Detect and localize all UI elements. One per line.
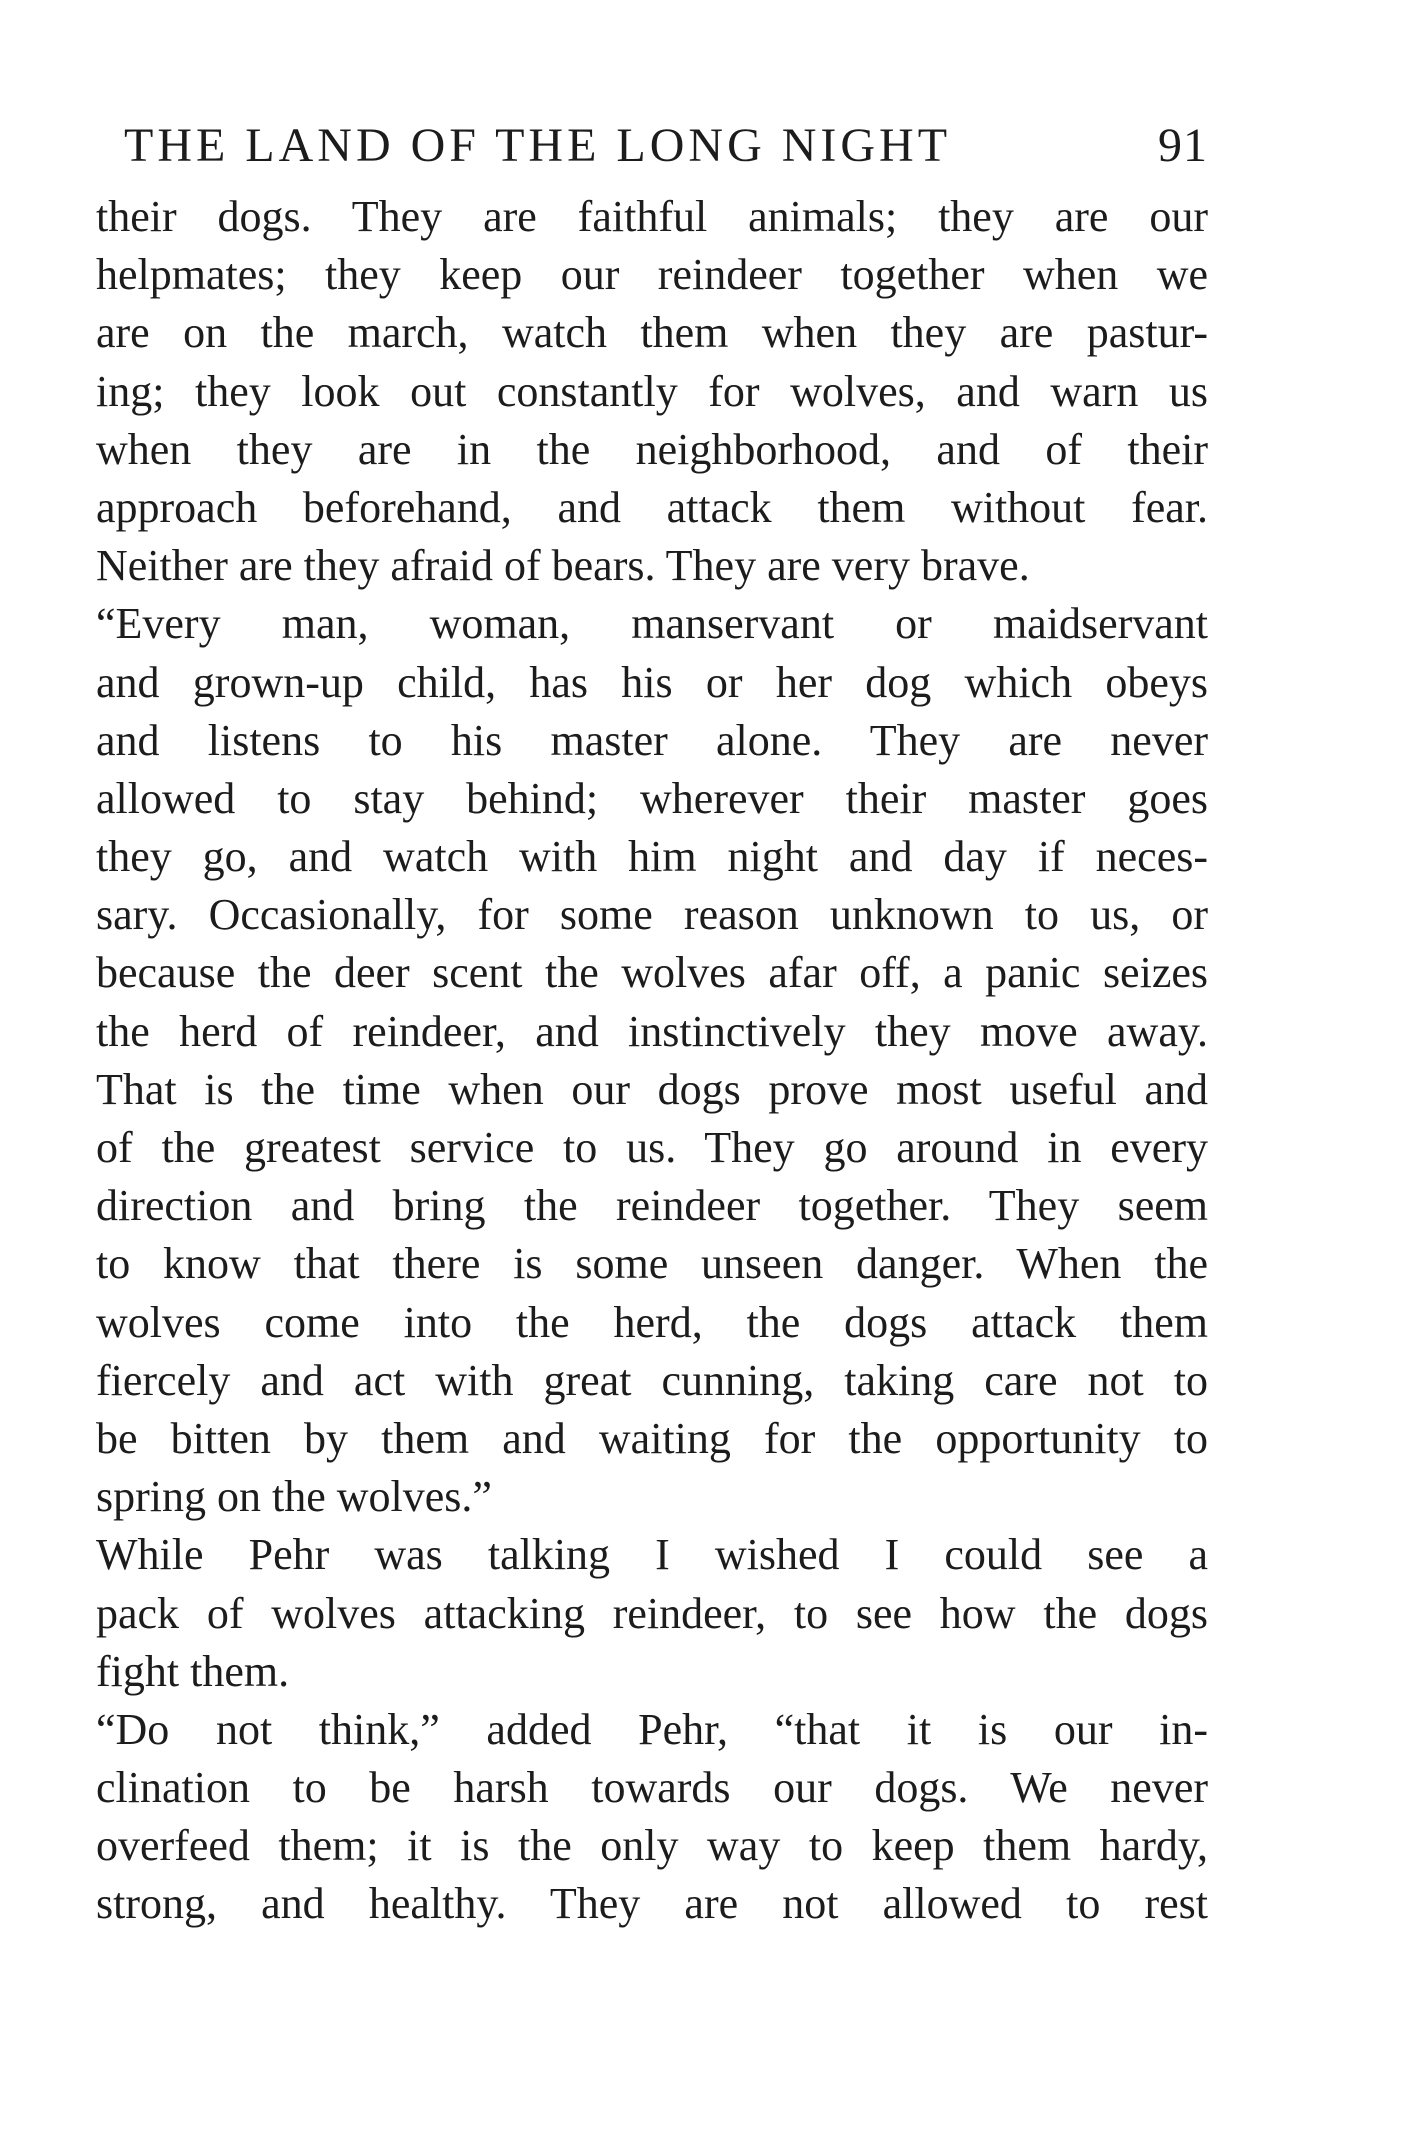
text-line: helpmates; they keep our reindeer together when we: [96, 250, 1208, 300]
text-line: they go, and watch with him night and day if neces-: [96, 832, 1208, 882]
text-line: their dogs. They are faithful animals; they are our: [96, 192, 1208, 241]
running-head: [96, 112, 1208, 180]
text-line: strong, and healthy. They are not allowed to rest: [96, 1879, 1208, 1929]
text-line: allowed to stay behind; wherever their master goes: [96, 773, 1208, 823]
text-line: spring on the wolves.”: [96, 1472, 492, 1522]
text-line: fiercely and act with great cunning, taking care not to: [96, 1355, 1208, 1405]
text-line: are on the march, watch them when they are pastur-: [96, 308, 1208, 358]
text-line: fight them.: [96, 1646, 290, 1696]
text-line: approach beforehand, and attack them without fear.: [96, 482, 1208, 532]
text-line: “Do not think,” added Pehr, “that it is our in-: [96, 1704, 1208, 1754]
text-line: because the deer scent the wolves afar off, a panic seizes: [96, 948, 1208, 998]
text-line: ing; they look out constantly for wolves, and warn us: [96, 366, 1208, 416]
text-line: and grown-up child, has his or her dog which obeys: [96, 657, 1208, 707]
body-text: [96, 188, 1208, 1934]
text-line: While Pehr was talking I wished I could see a: [96, 1530, 1208, 1580]
text-line: when they are in the neighborhood, and of their: [96, 424, 1208, 474]
text-line: wolves come into the herd, the dogs attack them: [96, 1297, 1208, 1347]
text-line: That is the time when our dogs prove most useful and: [96, 1064, 1208, 1114]
text-line: of the greatest service to us. They go around in every: [96, 1123, 1208, 1172]
page-number: 91: [1158, 119, 1208, 172]
text-line: “Every man, woman, manservant or maidservant: [96, 599, 1208, 649]
text-line: and listens to his master alone. They are never: [96, 715, 1208, 765]
text-line: clination to be harsh towards our dogs. We never: [96, 1763, 1208, 1813]
book-page: [96, 112, 1208, 1934]
text-line: to know that there is some unseen danger. When the: [96, 1239, 1208, 1289]
text-line: be bitten by them and waiting for the opportunity to: [96, 1413, 1208, 1463]
text-line: overfeed them; it is the only way to keep them hardy,: [96, 1821, 1208, 1871]
text-line: sary. Occasionally, for some reason unknown to us, or: [96, 890, 1208, 940]
text-line: Neither are they afraid of bears. They are very brave.: [96, 541, 1030, 591]
text-line: pack of wolves attacking reindeer, to see how the dogs: [96, 1588, 1208, 1638]
running-title: THE LAND OF THE LONG NIGHT: [124, 119, 952, 172]
text-line: direction and bring the reindeer together. They seem: [96, 1181, 1208, 1231]
text-line: the herd of reindeer, and instinctively they move away.: [96, 1006, 1208, 1056]
